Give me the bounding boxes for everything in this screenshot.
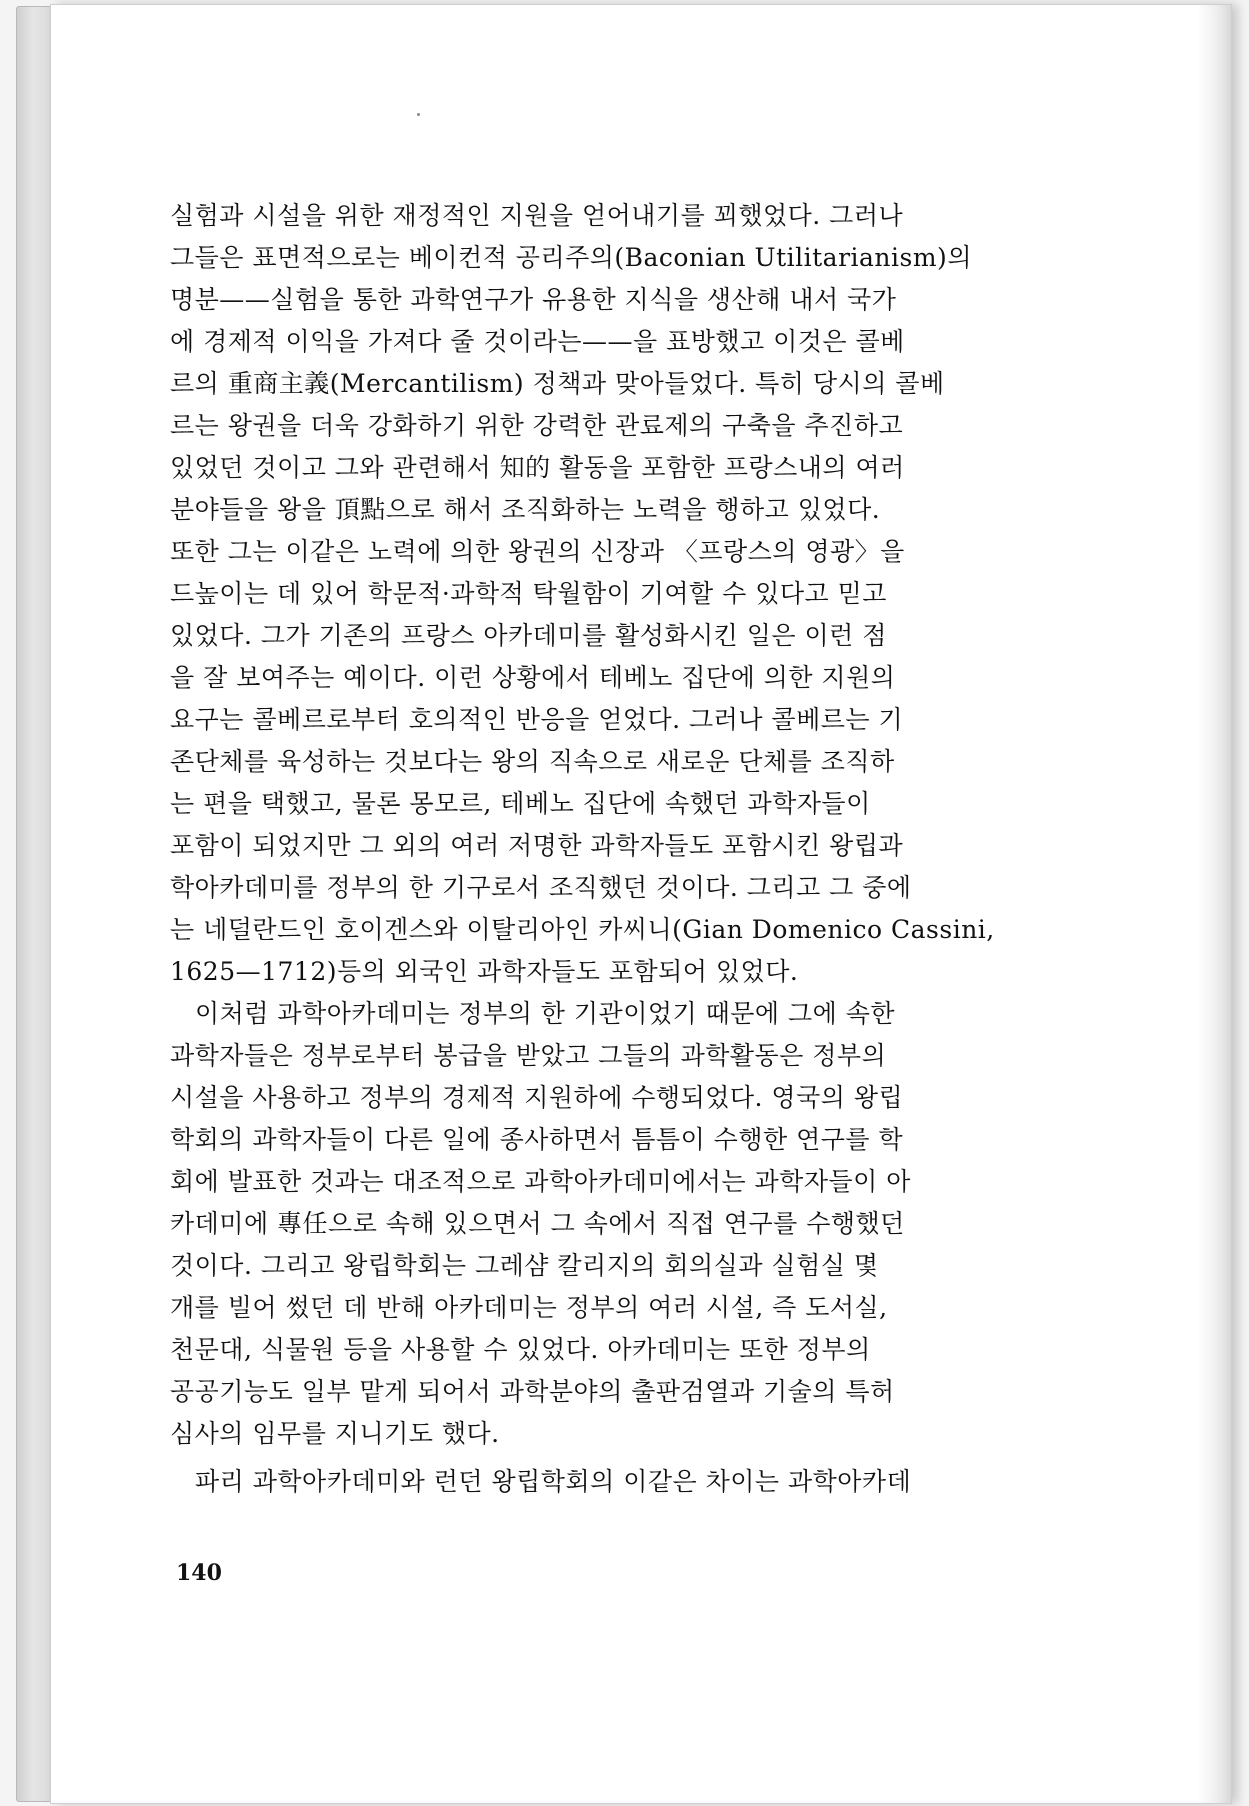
text-line: 카데미에 專任으로 속해 있으면서 그 속에서 직접 연구를 수행했던 <box>170 1209 905 1238</box>
text-line: 을 잘 보여주는 예이다. 이런 상황에서 테베노 집단에 의한 지원의 <box>170 663 896 692</box>
text-line: 그들은 표면적으로는 베이컨적 공리주의(Baconian Utilitarianism)의 <box>170 243 972 272</box>
text-line: 학아카데미를 정부의 한 기구로서 조직했던 것이다. 그리고 그 중에 <box>170 873 912 902</box>
text-line: 파리 과학아카데미와 런던 왕립학회의 이같은 차이는 과학아카데 <box>195 1467 912 1496</box>
paragraph-3 <box>170 1461 1060 1503</box>
text-line: 드높이는 데 있어 학문적·과학적 탁월함이 기여할 수 있다고 믿고 <box>170 579 887 608</box>
text-line: 에 경제적 이익을 가져다 줄 것이라는——을 표방했고 이것은 콜베 <box>170 327 905 356</box>
text-line: 분야들을 왕을 頂點으로 해서 조직화하는 노력을 행하고 있었다. <box>170 495 881 524</box>
text-line: 있었다. 그가 기존의 프랑스 아카데미를 활성화시킨 일은 이런 점 <box>170 621 887 650</box>
paragraph-1 <box>170 195 1060 993</box>
text-line: 르의 重商主義(Mercantilism) 정책과 맞아들었다. 특히 당시의 콜베 <box>170 369 945 398</box>
body-text <box>170 195 1060 1503</box>
text-line: 1625—1712)등의 외국인 과학자들도 포함되어 있었다. <box>170 957 799 986</box>
page-number: 140 <box>176 1560 222 1586</box>
text-line: 공공기능도 일부 맡게 되어서 과학분야의 출판검열과 기술의 특허 <box>170 1377 895 1406</box>
text-line: 는 편을 택했고, 물론 몽모르, 테베노 집단에 속했던 과학자들이 <box>170 789 871 818</box>
text-line: 있었던 것이고 그와 관련해서 知的 활동을 포함한 프랑스내의 여러 <box>170 453 905 482</box>
text-line: 명분——실험을 통한 과학연구가 유용한 지식을 생산해 내서 국가 <box>170 285 897 314</box>
text-line: 천문대, 식물원 등을 사용할 수 있었다. 아카데미는 또한 정부의 <box>170 1335 871 1364</box>
text-line: 이처럼 과학아카데미는 정부의 한 기관이었기 때문에 그에 속한 <box>195 999 896 1028</box>
text-line: 르는 왕권을 더욱 강화하기 위한 강력한 관료제의 구축을 추진하고 <box>170 411 904 440</box>
text-line: 존단체를 육성하는 것보다는 왕의 직속으로 새로운 단체를 조직하 <box>170 747 895 776</box>
text-line: 는 네덜란드인 호이겐스와 이탈리아인 카씨니(Gian Domenico Cassini, <box>170 915 995 944</box>
text-line: 학회의 과학자들이 다른 일에 종사하면서 틈틈이 수행한 연구를 학 <box>170 1125 904 1154</box>
text-line: 회에 발표한 것과는 대조적으로 과학아카데미에서는 과학자들이 아 <box>170 1167 911 1196</box>
text-line: 것이다. 그리고 왕립학회는 그레샴 칼리지의 회의실과 실험실 몇 <box>170 1251 879 1280</box>
text-line: 포함이 되었지만 그 외의 여러 저명한 과학자들도 포함시킨 왕립과 <box>170 831 904 860</box>
text-line: 개를 빌어 썼던 데 반해 아카데미는 정부의 여러 시설, 즉 도서실, <box>170 1293 888 1322</box>
text-line: 시설을 사용하고 정부의 경제적 지원하에 수행되었다. 영국의 왕립 <box>170 1083 904 1112</box>
text-line: 과학자들은 정부로부터 봉급을 받았고 그들의 과학활동은 정부의 <box>170 1041 887 1070</box>
text-line: 요구는 콜베르로부터 호의적인 반응을 얻었다. 그러나 콜베르는 기 <box>170 705 904 734</box>
book-spine <box>16 6 54 1802</box>
paragraph-2 <box>170 993 1060 1455</box>
text-line: 또한 그는 이같은 노력에 의한 왕권의 신장과 〈프랑스의 영광〉을 <box>170 537 905 566</box>
text-line: 심사의 임무를 지니기도 했다. <box>170 1419 500 1448</box>
speck-mark <box>417 113 420 116</box>
page-fold-shadow <box>1197 5 1231 1803</box>
text-line: 실험과 시설을 위한 재정적인 지원을 얻어내기를 꾀했었다. 그러나 <box>170 201 904 230</box>
